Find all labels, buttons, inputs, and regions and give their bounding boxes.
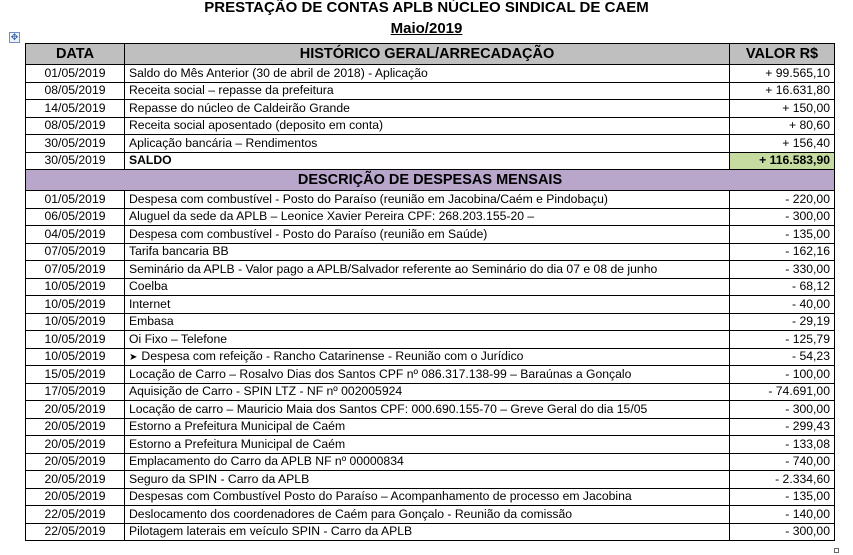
description-cell: Despesas com Combustível Posto do Paraíso – Acompanhamento de processo em Jacobina	[125, 488, 730, 506]
table-header-row	[26, 44, 835, 65]
accounts-table	[25, 43, 835, 541]
value-cell: - 135,00	[730, 226, 835, 244]
date-cell: 04/05/2019	[26, 226, 125, 244]
income-row	[26, 65, 835, 83]
expense-row	[26, 348, 835, 366]
date-cell: 20/05/2019	[26, 418, 125, 436]
date-cell: 30/05/2019	[26, 152, 125, 170]
date-cell: 20/05/2019	[26, 488, 125, 506]
description-cell: Estorno a Prefeitura Municipal de Caém	[125, 418, 730, 436]
table-move-handle-icon[interactable]: ✥	[10, 32, 19, 42]
value-cell: - 125,79	[730, 331, 835, 349]
description-cell: Pilotagem laterais em veículo SPIN - Carro da APLB	[125, 523, 730, 541]
description-cell: Receita social – repasse da prefeitura	[125, 82, 730, 100]
description-cell: Tarifa bancaria BB	[125, 243, 730, 261]
value-cell: + 150,00	[730, 100, 835, 118]
value-cell: - 299,43	[730, 418, 835, 436]
expense-row	[26, 191, 835, 209]
value-cell: - 133,08	[730, 436, 835, 454]
date-cell: 20/05/2019	[26, 471, 125, 489]
date-cell: 10/05/2019	[26, 278, 125, 296]
description-cell: Aluguel da sede da APLB – Leonice Xavier Pereira CPF: 268.203.155-20 –	[125, 208, 730, 226]
value-cell: - 220,00	[730, 191, 835, 209]
value-cell: - 135,00	[730, 488, 835, 506]
description-cell: Emplacamento do Carro da APLB NF nº 00000834	[125, 453, 730, 471]
description-cell: Seminário da APLB - Valor pago a APLB/Salvador referente ao Seminário do dia 07 e 08 de junho	[125, 261, 730, 279]
description-cell: Seguro da SPIN - Carro da APLB	[125, 471, 730, 489]
date-cell: 20/05/2019	[26, 453, 125, 471]
date-cell: 15/05/2019	[26, 366, 125, 384]
value-cell: - 74.691,00	[730, 383, 835, 401]
description-cell: Embasa	[125, 313, 730, 331]
value-cell: - 2.334,60	[730, 471, 835, 489]
date-cell: 08/05/2019	[26, 82, 125, 100]
description-cell: Repasse do núcleo de Caldeirão Grande	[125, 100, 730, 118]
expense-row	[26, 471, 835, 489]
description-cell: Locação de Carro – Rosalvo Dias dos Santos CPF nº 086.317.138-99 – Baraúnas a Gonçalo	[125, 366, 730, 384]
expense-row	[26, 506, 835, 524]
date-cell: 08/05/2019	[26, 117, 125, 135]
description-cell: Despesa com combustível - Posto do Paraíso (reunião em Saúde)	[125, 226, 730, 244]
document-subtitle: Maio/2019	[390, 20, 463, 37]
date-cell: 22/05/2019	[26, 523, 125, 541]
column-header-description: HISTÓRICO GERAL/ARRECADAÇÃO	[125, 44, 730, 65]
expense-row	[26, 453, 835, 471]
date-cell: 30/05/2019	[26, 135, 125, 153]
expense-row	[26, 226, 835, 244]
value-cell: + 116.583,90	[730, 152, 835, 170]
value-cell: + 80,60	[730, 117, 835, 135]
description-cell: Saldo do Mês Anterior (30 de abril de 2018) - Aplicação	[125, 65, 730, 83]
document-title: PRESTAÇÃO DE CONTAS APLB NÚCLEO SINDICAL DE CAEM	[204, 0, 649, 16]
expense-row	[26, 401, 835, 419]
expense-row	[26, 418, 835, 436]
value-cell: - 140,00	[730, 506, 835, 524]
income-row	[26, 117, 835, 135]
value-cell: - 300,00	[730, 401, 835, 419]
expense-row	[26, 296, 835, 314]
expense-row	[26, 313, 835, 331]
value-cell: - 300,00	[730, 523, 835, 541]
column-header-value: VALOR R$	[730, 44, 835, 65]
expense-row	[26, 261, 835, 279]
date-cell: 01/05/2019	[26, 191, 125, 209]
expense-row	[26, 331, 835, 349]
expense-row	[26, 208, 835, 226]
date-cell: 06/05/2019	[26, 208, 125, 226]
description-cell: Aquisição de Carro - SPIN LTZ - NF nº 002005924	[125, 383, 730, 401]
value-cell: + 156,40	[730, 135, 835, 153]
column-header-date: DATA	[26, 44, 125, 65]
expense-row	[26, 436, 835, 454]
date-cell: 10/05/2019	[26, 348, 125, 366]
value-cell: - 54,23	[730, 348, 835, 366]
expense-row	[26, 383, 835, 401]
expense-row	[26, 243, 835, 261]
expenses-section-row	[26, 170, 835, 191]
table-body	[26, 65, 835, 541]
description-cell: Deslocamento dos coordenadores de Caém para Gonçalo - Reunião da comissão	[125, 506, 730, 524]
value-cell: - 100,00	[730, 366, 835, 384]
value-cell: - 300,00	[730, 208, 835, 226]
description-cell: Aplicação bancária – Rendimentos	[125, 135, 730, 153]
description-cell	[125, 348, 730, 366]
value-cell: - 162,16	[730, 243, 835, 261]
date-cell: 10/05/2019	[26, 296, 125, 314]
date-cell: 17/05/2019	[26, 383, 125, 401]
value-cell: + 99.565,10	[730, 65, 835, 83]
expense-row	[26, 278, 835, 296]
description-cell: SALDO	[125, 152, 730, 170]
income-row	[26, 135, 835, 153]
saldo-row	[26, 152, 835, 170]
date-cell: 20/05/2019	[26, 436, 125, 454]
value-cell: - 29,19	[730, 313, 835, 331]
income-row	[26, 100, 835, 118]
value-cell: - 330,00	[730, 261, 835, 279]
value-cell: - 68,12	[730, 278, 835, 296]
date-cell: 20/05/2019	[26, 401, 125, 419]
description-cell: Receita social aposentado (deposito em conta)	[125, 117, 730, 135]
description-cell: Coelba	[125, 278, 730, 296]
date-cell: 07/05/2019	[26, 261, 125, 279]
date-cell: 22/05/2019	[26, 506, 125, 524]
date-cell: 07/05/2019	[26, 243, 125, 261]
expense-row	[26, 488, 835, 506]
value-cell: - 40,00	[730, 296, 835, 314]
description-cell: Oi Fixo – Telefone	[125, 331, 730, 349]
date-cell: 10/05/2019	[26, 313, 125, 331]
date-cell: 10/05/2019	[26, 331, 125, 349]
description-cell: Locação de carro – Mauricio Maia dos Santos CPF: 000.690.155-70 – Greve Geral do dia 15/05	[125, 401, 730, 419]
value-cell: - 740,00	[730, 453, 835, 471]
arrow-bullet-icon: ➤	[129, 351, 138, 363]
income-row	[26, 82, 835, 100]
expense-row	[26, 523, 835, 541]
table-resize-handle[interactable]	[834, 548, 839, 553]
description-cell: Internet	[125, 296, 730, 314]
description-cell: Despesa com combustível - Posto do Paraíso (reunião em Jacobina/Caém e Pindobaçu)	[125, 191, 730, 209]
date-cell: 01/05/2019	[26, 65, 125, 83]
description-cell: Estorno a Prefeitura Municipal de Caém	[125, 436, 730, 454]
expenses-section-title: DESCRIÇÃO DE DESPESAS MENSAIS	[26, 170, 835, 191]
description-text: Despesa com refeição - Rancho Catarinense - Reunião com o Jurídico	[141, 348, 524, 363]
value-cell: + 16.631,80	[730, 82, 835, 100]
expense-row	[26, 366, 835, 384]
date-cell: 14/05/2019	[26, 100, 125, 118]
